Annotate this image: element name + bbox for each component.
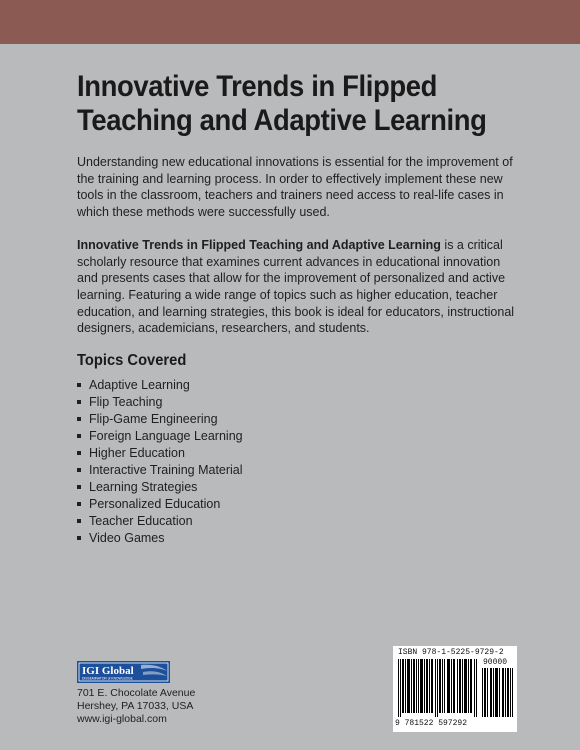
top-color-band xyxy=(0,0,580,44)
ean-number: 9 781522 597292 xyxy=(395,719,468,728)
bullet-icon xyxy=(77,519,81,523)
book-title-line-2: Teaching and Adaptive Learning xyxy=(77,104,487,137)
topic-label: Flip Teaching xyxy=(89,395,163,410)
bullet-icon xyxy=(77,400,81,404)
topic-label: Learning Strategies xyxy=(89,480,198,495)
description-paragraph-2 xyxy=(77,237,517,337)
topic-label: Higher Education xyxy=(89,446,185,461)
description-book-title: Innovative Trends in Flipped Teaching and Adaptive Learning xyxy=(77,237,441,252)
topic-label: Flip-Game Engineering xyxy=(89,412,218,427)
bullet-icon xyxy=(77,383,81,387)
svg-text:DISSEMINATOR of KNOWLEDGE: DISSEMINATOR of KNOWLEDGE xyxy=(82,676,133,681)
topic-item xyxy=(77,428,517,445)
topic-label: Video Games xyxy=(89,531,165,546)
bullet-icon xyxy=(77,485,81,489)
topic-item xyxy=(77,462,517,479)
bullet-icon xyxy=(77,434,81,438)
publisher-website: www.igi-global.com xyxy=(77,713,167,726)
topic-label: Teacher Education xyxy=(89,514,193,529)
book-title-line-1: Innovative Trends in Flipped xyxy=(77,70,438,103)
ean-barcode-bars xyxy=(398,659,478,717)
book-title xyxy=(77,70,523,138)
topic-label: Personalized Education xyxy=(89,497,221,512)
topic-item xyxy=(77,496,517,513)
topic-item xyxy=(77,411,517,428)
bullet-icon xyxy=(77,536,81,540)
address-line-2: Hershey, PA 17033, USA xyxy=(77,700,194,713)
topics-list xyxy=(77,377,517,547)
topic-label: Interactive Training Material xyxy=(89,463,243,478)
bullet-icon xyxy=(77,468,81,472)
description-paragraph-1: Understanding new educational innovations is essential for the improvement of the training and learning process. In order to effectively implement these new tools in the classroom, teachers and trainers need access to real-life cases in which these methods were successfully used. xyxy=(77,155,513,220)
igi-global-logo xyxy=(77,661,170,683)
topics-heading: Topics Covered xyxy=(77,352,187,370)
svg-text:IGI Global: IGI Global xyxy=(82,665,134,677)
back-cover-content xyxy=(77,70,517,547)
publisher-address xyxy=(77,687,195,727)
bullet-icon xyxy=(77,417,81,421)
topic-label: Adaptive Learning xyxy=(89,378,190,393)
bullet-icon xyxy=(77,502,81,506)
topic-item xyxy=(77,377,517,394)
description-paragraph-2-text: is a critical scholarly resource that examines current advances in educational innovation and presents cases that allow for the improvement of personalized and active learning. Featuring a wide range of topics such as higher education, teacher education, and learning strategies, this book is ideal for educators, instructional designers, academicians, researchers, and students. xyxy=(77,237,515,336)
topic-item xyxy=(77,445,517,462)
topic-item xyxy=(77,479,517,496)
topic-label: Foreign Language Learning xyxy=(89,429,243,444)
isbn-barcode xyxy=(393,646,517,732)
price-barcode-bars xyxy=(482,668,514,717)
isbn-number: ISBN 978-1-5225-9729-2 xyxy=(398,648,504,657)
topic-item xyxy=(77,530,517,547)
address-line-1: 701 E. Chocolate Avenue xyxy=(77,687,196,699)
bullet-icon xyxy=(77,451,81,455)
topic-item xyxy=(77,513,517,530)
topic-item xyxy=(77,394,517,411)
price-code: 90000 xyxy=(483,658,508,667)
